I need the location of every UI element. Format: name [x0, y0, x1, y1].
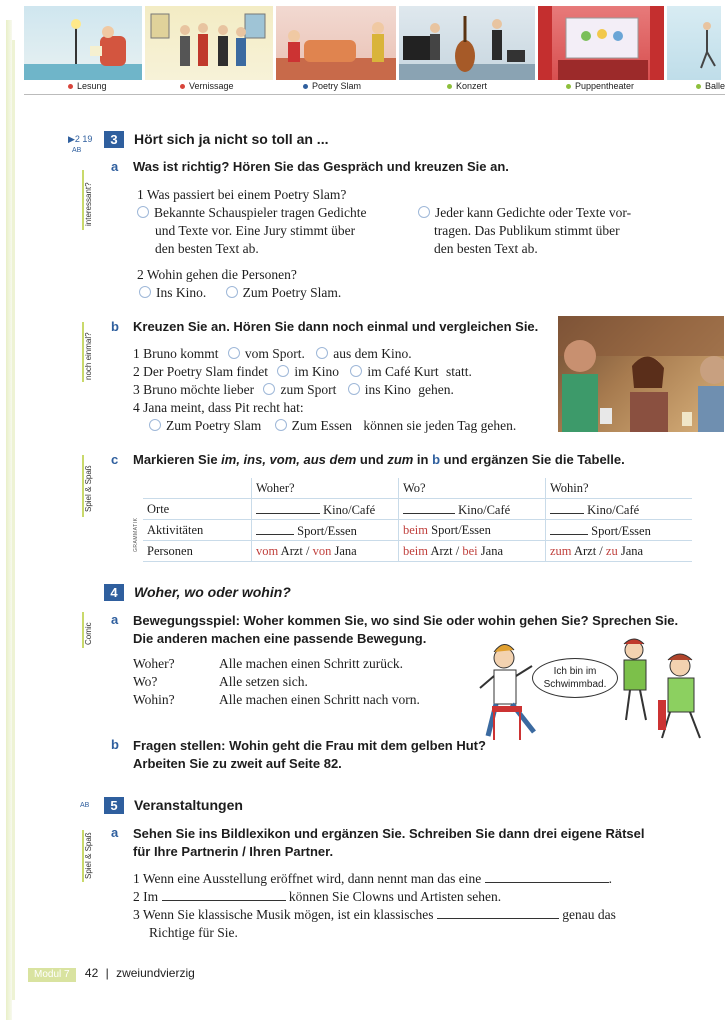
task-letter: a [111, 159, 119, 174]
page-number-word: zweiundvierzig [116, 966, 195, 980]
row-label: Personen [143, 541, 252, 562]
play-icon: ▶ [68, 134, 75, 144]
table-cell[interactable]: Kino/Café [252, 499, 399, 520]
checkbox-circle[interactable] [149, 419, 161, 431]
vernissage-illustration [145, 6, 273, 80]
konzert-illustration [399, 6, 535, 80]
caption-dot [303, 84, 308, 89]
answer-option[interactable]: im Café Kurt [367, 364, 439, 379]
fill-blank[interactable] [437, 906, 559, 919]
binding-edge-inner [12, 40, 15, 1000]
footer-separator: | [105, 966, 109, 980]
audio-track-label: ▶2 19 [68, 134, 93, 144]
fill-blank[interactable] [162, 888, 286, 901]
comic-illustration [474, 636, 724, 746]
answer-option[interactable]: Bekannte Schauspieler tragen Gedichte [137, 204, 437, 222]
checkbox-circle[interactable] [277, 365, 289, 377]
module-badge: Modul 7 [28, 968, 76, 982]
answer-option[interactable]: Zum Poetry Slam [166, 418, 262, 433]
riddle-2: 2 Im können Sie Clowns und Artisten sehen. [133, 889, 502, 904]
checkbox-circle[interactable] [275, 419, 287, 431]
checkbox-circle[interactable] [350, 365, 362, 377]
speech-bubble: Ich bin im Schwimmbad. [532, 658, 618, 698]
checkbox-circle[interactable] [226, 286, 238, 298]
header-wohin: Wohin? [546, 478, 693, 499]
stage-sofa-icon [276, 6, 396, 80]
answer-option[interactable]: zum Sport [280, 382, 337, 397]
ballett-illustration [667, 6, 721, 80]
question-text: 1 Was passiert bei einem Poetry Slam? [137, 187, 347, 202]
fill-blank[interactable] [550, 522, 588, 535]
gallery-people-icon [145, 6, 273, 80]
exercise-title: Woher, wo oder wohin? [134, 584, 291, 600]
exercise-title: Veranstaltungen [134, 797, 243, 813]
side-label-spiel-spass: Spiel & Spaß [84, 832, 93, 879]
task-letter: b [111, 319, 119, 334]
answer-option[interactable]: Zum Essen [291, 418, 352, 433]
row-label: Aktivitäten [143, 520, 252, 541]
lesung-illustration [24, 6, 142, 80]
piano-bass-icon [399, 6, 535, 80]
checkbox-circle[interactable] [137, 206, 149, 218]
answer-option-line: und Texte vor. Eine Jury stimmt über [155, 223, 356, 238]
riddle-list [133, 870, 673, 942]
table-cell: vom Arzt / von Jana [252, 541, 399, 562]
answer-option-line: tragen. Das Publikum stimmt über [434, 223, 620, 238]
exercise-title: Hört sich ja nicht so toll an ... [134, 131, 329, 147]
caption-dot [447, 84, 452, 89]
fill-blank[interactable] [550, 501, 584, 514]
fill-blank[interactable] [256, 501, 320, 514]
row-label: Orte [143, 499, 252, 520]
answer-option-line: den besten Text ab. [155, 241, 259, 256]
caption-dot [566, 84, 571, 89]
reading-chair-icon [24, 6, 142, 80]
side-label-spiel-spass: Spiel & Spaß [84, 465, 93, 512]
caption-lesung: Lesung [68, 81, 107, 91]
checkbox-circle[interactable] [316, 347, 328, 359]
table-cell[interactable]: Sport/Essen [252, 520, 399, 541]
fill-blank[interactable] [485, 870, 609, 883]
exercise-5-header [104, 797, 243, 815]
page-number: 42 [84, 966, 99, 980]
caption-vernissage: Vernissage [180, 81, 234, 91]
fill-blank[interactable] [256, 522, 294, 535]
page-footer [24, 966, 195, 982]
checkbox-circle[interactable] [418, 206, 430, 218]
statement-4: 4 Jana meint, dass Pit recht hat: [133, 400, 304, 415]
dancer-icon [667, 6, 721, 80]
picture-caption-bar [24, 80, 725, 95]
task-instruction: Bewegungsspiel: Woher kommen Sie, wo sind Sie oder wohin gehen Sie? Sprechen Sie. Die anderen machen eine passende Bewegung. [133, 613, 679, 646]
table-cell: beim Arzt / bei Jana [399, 541, 546, 562]
statement-2: 2 Der Poetry Slam findet im Kino im Café Kurt statt. [133, 364, 472, 379]
question-1 [137, 186, 437, 258]
table-header-row [143, 478, 692, 499]
task-letter: a [111, 612, 119, 627]
caption-konzert: Konzert [447, 81, 487, 91]
checkbox-circle[interactable] [348, 383, 360, 395]
caption-puppentheater: Puppentheater [566, 81, 634, 91]
answer-option[interactable]: Zum Poetry Slam. [242, 285, 342, 300]
header-woher: Woher? [252, 478, 399, 499]
answer-option[interactable]: vom Sport. [244, 346, 305, 361]
statement-3: 3 Bruno möchte lieber zum Sport ins Kino gehen. [133, 382, 454, 397]
grammar-label: GRAMMATIK [133, 517, 139, 552]
header-wo: Wo? [399, 478, 546, 499]
workbook-ref: AB [72, 147, 82, 154]
answer-option[interactable]: aus dem Kino. [333, 346, 412, 361]
side-label-interessant: interessant? [84, 182, 93, 226]
task-instruction: Fragen stellen: Wohin geht die Frau mit dem gelben Hut? Arbeiten Sie zu zweit auf Seite 82. [133, 738, 486, 771]
table-cell: zum Arzt / zu Jana [546, 541, 693, 562]
table-cell: beim Sport/Essen [399, 520, 546, 541]
table-cell[interactable]: Sport/Essen [546, 520, 693, 541]
poetry-slam-illustration [276, 6, 396, 80]
side-label-noch-einmal: noch einmal? [84, 332, 93, 380]
movement-row: Wo? Alle setzen sich. [133, 674, 308, 689]
movement-list [133, 655, 420, 709]
movement-row: Wohin? Alle machen einen Schritt nach vorn. [133, 692, 420, 707]
caption-dot [180, 84, 185, 89]
exercise-number: 3 [104, 131, 124, 148]
statement-4-options: Zum Poetry Slam Zum Essen können sie jeden Tag gehen. [133, 417, 553, 435]
exercise-number: 5 [104, 797, 124, 814]
answer-option[interactable]: Ins Kino. [156, 285, 207, 300]
exercise-3-header [104, 131, 328, 149]
task-instruction: Markieren Sie im, ins, vom, aus dem und zum in b und ergänzen Sie die Tabelle. [133, 452, 625, 467]
question-1-option-2[interactable]: Jeder kann Gedichte oder Texte vor- tragen. Das Publikum stimmt über den besten Text ab. [418, 204, 688, 258]
task-letter: c [111, 452, 119, 467]
task-instruction: Sehen Sie ins Bildlexikon und ergänzen Sie. Schreiben Sie dann drei eigene Rätsel für Ihre Partnerin / Ihren Partner. [133, 826, 645, 859]
table-cell[interactable]: Kino/Café [546, 499, 693, 520]
picture-dictionary-strip [24, 6, 725, 80]
task-letter: b [111, 737, 119, 752]
exercise-4-header [104, 584, 291, 602]
table-row [143, 520, 692, 541]
task-letter: a [111, 825, 119, 840]
caption-ballett: Balle [696, 81, 725, 91]
cafe-photo [558, 316, 724, 432]
riddle-1: 1 Wenn eine Ausstellung eröffnet wird, dann nennt man das eine . [133, 871, 612, 886]
caption-dot [68, 84, 73, 89]
task-instruction: Kreuzen Sie an. Hören Sie dann noch einmal und vergleichen Sie. [133, 319, 539, 334]
answer-option[interactable]: im Kino [294, 364, 339, 379]
statement-list [133, 345, 553, 435]
checkbox-circle[interactable] [263, 383, 275, 395]
statement-1: 1 Bruno kommt vom Sport. aus dem Kino. [133, 346, 412, 361]
table-row [143, 499, 692, 520]
riddle-3: 3 Wenn Sie klassische Musik mögen, ist ein klassisches genau das [133, 907, 616, 922]
checkbox-circle[interactable] [139, 286, 151, 298]
puppentheater-illustration [538, 6, 664, 80]
task-instruction: Was ist richtig? Hören Sie das Gespräch und kreuzen Sie an. [133, 159, 509, 174]
answer-option[interactable]: ins Kino [364, 382, 411, 397]
three-people-cafe-icon [558, 316, 724, 432]
movement-row: Woher? Alle machen einen Schritt zurück. [133, 656, 404, 671]
caption-poetry-slam: Poetry Slam [303, 81, 361, 91]
caption-dot [696, 84, 701, 89]
question-text: 2 Wohin gehen die Personen? [137, 267, 297, 282]
riddle-3-line-2: Richtige für Sie. [149, 925, 238, 940]
table-cell[interactable]: Kino/Café [399, 499, 546, 520]
table-row [143, 541, 692, 562]
fill-blank[interactable] [403, 501, 455, 514]
grammar-table [143, 478, 692, 562]
checkbox-circle[interactable] [228, 347, 240, 359]
answer-option-line: den besten Text ab. [434, 241, 538, 256]
side-label-comic: Comic [84, 622, 93, 645]
workbook-ref: AB [80, 802, 90, 809]
puppet-stage-icon [538, 6, 664, 80]
exercise-number: 4 [104, 584, 124, 601]
question-2 [137, 266, 341, 302]
